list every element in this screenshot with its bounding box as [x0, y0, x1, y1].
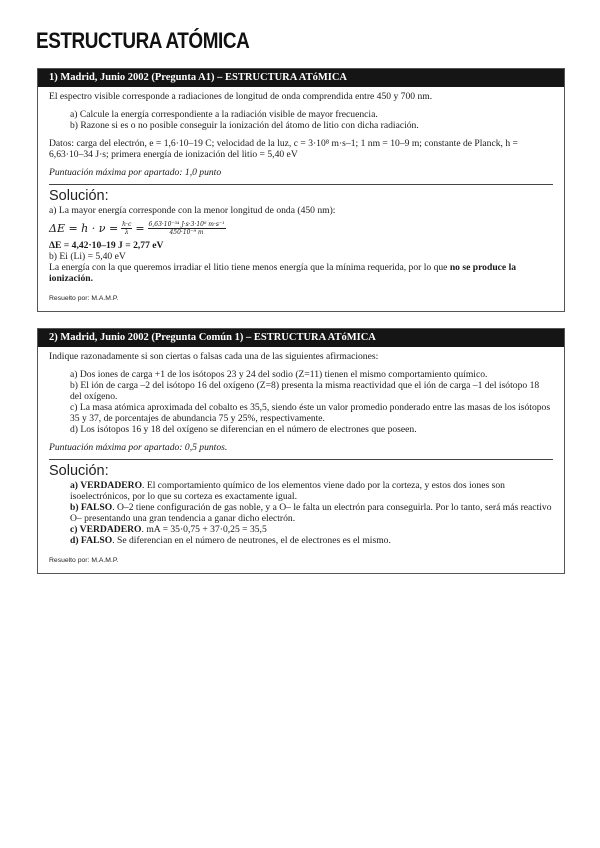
- problem-1-question-a: a) Calcule la energía correspondiente a la radiación visible de mayor frecuencia.: [70, 109, 378, 120]
- answer-b-conclusion: no se produce la ionización.: [49, 262, 517, 284]
- fraction-numerator: h·c: [122, 220, 132, 228]
- problem-1-intro: El espectro visible corresponde a radiaciones de longitud de onda comprendida entre 450 y 700 nm.: [49, 91, 433, 102]
- answer-a-label: a) VERDADERO: [70, 480, 143, 491]
- problem-1-resolved-by: Resuelto por: M.A.M.P.: [49, 295, 119, 302]
- problem-2-answer-a: [49, 480, 553, 502]
- problem-1-answer-b: [49, 262, 553, 284]
- problem-2-answer-b: [49, 502, 553, 524]
- equation-fraction-1: [121, 221, 132, 236]
- problem-1-header: 1) Madrid, Junio 2002 (Pregunta A1) – ESTRUCTURA ATóMICA: [38, 69, 564, 87]
- answer-c-label: c) VERDADERO: [70, 524, 142, 535]
- problem-1-question-b: b) Razone si es o no posible conseguir la ionización del átomo de litio con dicha radiación.: [70, 120, 419, 131]
- problem-2-statement-b: b) El ión de carga –2 del isótopo 16 del oxígeno (Z=8) presenta la misma reactividad que el ión de carga –1 del isótopo 18 del oxígeno.: [70, 380, 540, 402]
- problem-1-data: Datos: carga del electrón, e = 1,6·10–19 C; velocidad de la luz, c = 3·10⁸ m·s–1; 1 nm = 10–9 m; constante de Planck, h = 6,63·10–34 J·s; primera energía de ionización del litio = 5,40 eV: [49, 138, 518, 160]
- problem-2-statement-c: c) La masa atómica aproximada del cobalto es 35,5, siendo éste un valor promedio ponderado entre las masas de los isótopos 35 y 37, de porcentajes de abundancia 75 y 25%, respectivamente.: [70, 402, 551, 424]
- problem-1-answer-b-line: b) Ei (Li) = 5,40 eV: [49, 251, 126, 262]
- problem-1-box: [37, 68, 565, 312]
- answer-d-text: . Se diferencian en el número de neutrones, el de electrones es el mismo.: [112, 535, 391, 546]
- problem-1-score: Puntuación máxima por apartado: 1,0 punto: [49, 167, 222, 178]
- problem-2-header: 2) Madrid, Junio 2002 (Pregunta Común 1) – ESTRUCTURA ATóMICA: [38, 329, 564, 347]
- answer-b-text: La energía con la que queremos irradiar el litio tiene menos energía que la mínima requerida, por lo que: [49, 262, 448, 273]
- answer-b-label: b) FALSO: [70, 502, 113, 513]
- problem-2-answer-c: [49, 524, 553, 535]
- problem-2-intro: Indique razonadamente si son ciertas o falsas cada una de las siguientes afirmaciones:: [49, 351, 379, 362]
- problem-1-answer-a-result: ΔE = 4,42·10–19 J = 2,77 eV: [49, 240, 164, 251]
- fraction-denominator: λ: [124, 228, 129, 236]
- equation-fraction-2: [148, 221, 226, 236]
- problem-2-content: [38, 347, 564, 573]
- problem-1-answer-a-intro: a) La mayor energía corresponde con la menor longitud de onda (450 nm):: [49, 205, 336, 216]
- problem-2-statement-d: d) Los isótopos 16 y 18 del oxígeno se diferencian en el número de electrones que poseen.: [70, 424, 417, 435]
- equation-lhs: ΔE = h · ν =: [49, 221, 119, 235]
- problem-2-resolved-by: Resuelto por: M.A.M.P.: [49, 557, 119, 564]
- problem-2-box: [37, 328, 565, 574]
- problem-1-solution-title: Solución:: [49, 188, 109, 204]
- problem-2-answer-d: [49, 535, 553, 546]
- page-title: ESTRUCTURA ATÓMICA: [36, 28, 250, 53]
- problem-1-content: [38, 87, 564, 311]
- answer-c-text: . mA = 35·0,75 + 37·0,25 = 35,5: [141, 524, 267, 535]
- answer-d-label: d) FALSO: [70, 535, 113, 546]
- problem-2-solution-title: Solución:: [49, 463, 109, 479]
- answer-a-text: . El comportamiento químico de los elementos viene dado por la corteza, y estos dos iones son isoelectrónicos, por lo que su corteza es exactamente igual.: [70, 480, 505, 502]
- problem-2-statement-a: a) Dos iones de carga +1 de los isótopos 23 y 24 del sodio (Z=11) tienen el mismo comportamiento químico.: [70, 369, 488, 380]
- divider: [49, 459, 553, 460]
- answer-b-text: . O–2 tiene configuración de gas noble, y a O– le falta un electrón para conseguirla. Por lo tanto, será más reactivo O– presentando una gran tendencia a ganar dicho electrón.: [70, 502, 552, 524]
- fraction-denominator: 450·10⁻⁹ m: [169, 228, 204, 236]
- fraction-numerator: 6,63·10⁻³⁴ J·s·3·10⁸ m·s⁻¹: [148, 220, 225, 228]
- problem-1-equation: [49, 216, 553, 240]
- equation-equals: =: [135, 221, 145, 235]
- problem-2-score: Puntuación máxima por apartado: 0,5 puntos.: [49, 442, 228, 453]
- divider: [49, 184, 553, 185]
